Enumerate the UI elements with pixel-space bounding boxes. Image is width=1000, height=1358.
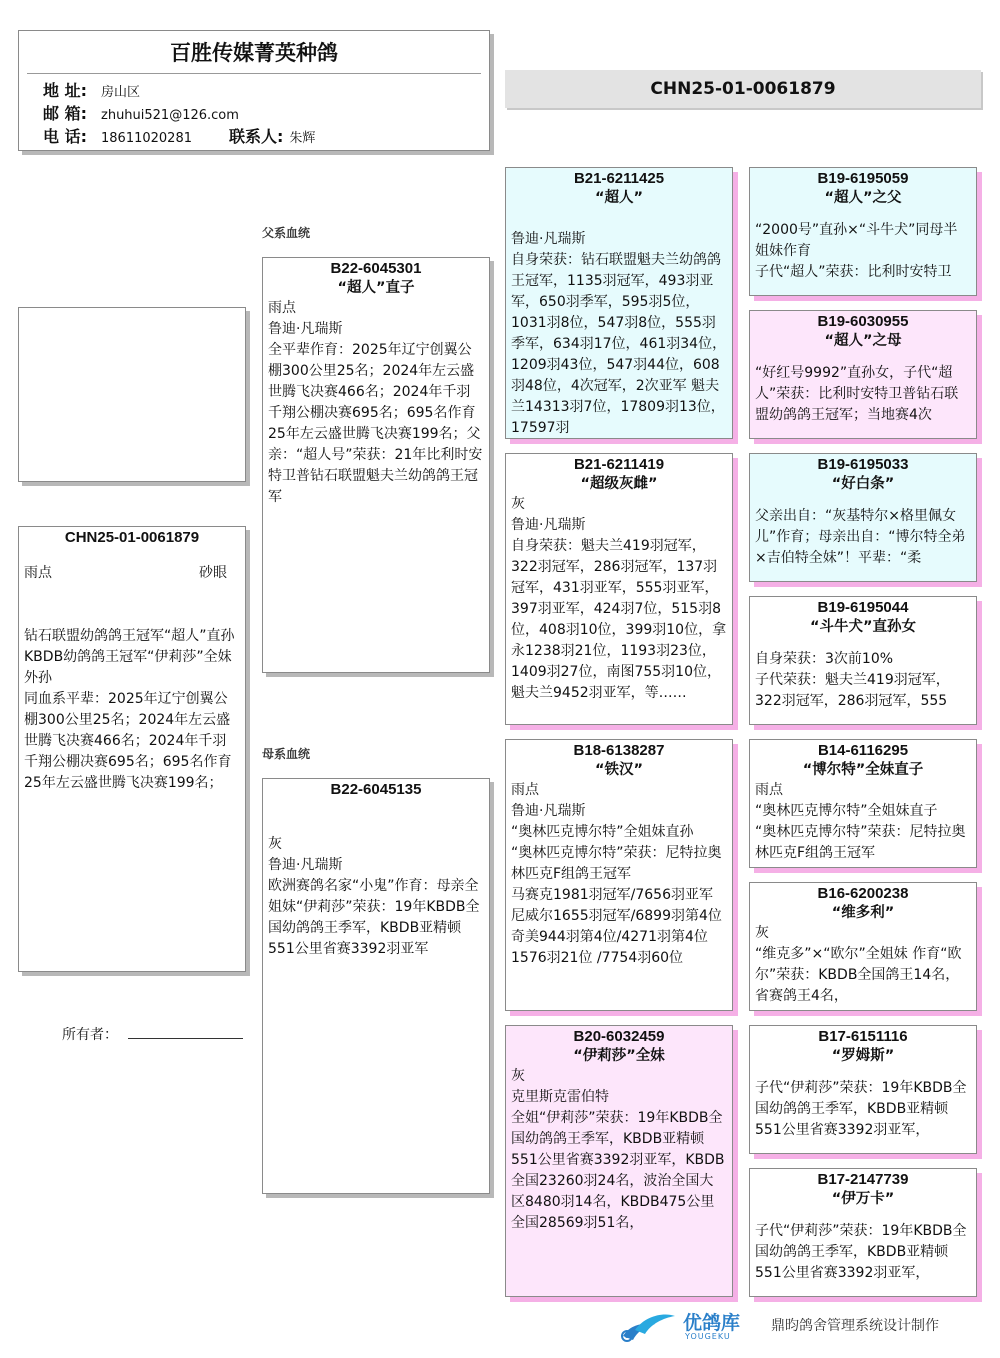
ggp-card-6 [749,882,977,1011]
ggp-description: “维克多”×“欧尔”全姐妹 作育“欧尔”荣获：KBDB全国鸽王14名，省赛鸽王4名， [755,946,962,1004]
brand-name: 优鸽库 [683,1312,741,1334]
gp-line-5: 马赛克1981羽冠军/7656羽亚军 [511,887,713,903]
dam-code: B22-6045135 [330,781,422,798]
subject-note-1: 钻石联盟幼鸽鸽王冠军“超人”直孙 [24,628,235,644]
ggp-name: “博尔特”全妹直子 [802,762,924,778]
ggp-description-2: 子代“超人”荣获：比利时安特卫 [755,264,952,280]
ggp-card-5 [749,739,977,868]
grandsire-dam-card [505,739,733,1011]
dam-strain: 鲁迪·凡瑞斯 [268,857,343,873]
gp-name: “超人” [594,190,644,206]
sire-description: 全平辈作育：2025年辽宁创翼公棚300公里25名；2024年左云盛世腾飞决赛466名；2024年千羽千翔公棚决赛695名；695名作育25年左云盛世腾飞决赛199名；父亲：“超人号”荣获：21年比利时安特卫普钻石联盟魁夫兰幼鸽鸽王冠军 [268,342,483,505]
gp-line-6: 尼威尔1655羽冠军/6899羽第4位 [511,908,722,924]
contact-label: 联系人: [229,127,284,146]
ggp-code: B17-2147739 [817,1171,909,1188]
gp-name: “超级灰雌” [580,476,658,492]
gp-name: “铁汉” [594,762,644,778]
ggp-card-4 [749,596,977,725]
granddam-sire-card [505,453,733,725]
ggp-name: “超人”之母 [824,333,902,349]
dam-description: 欧洲赛鸽名家“小鬼”作育：母亲全姐妹“伊莉莎”荣获：19年KBDB全国幼鸽鸽王季军，KBDB亚精顿551公里省赛3392羽亚军 [268,878,480,957]
grandsire-sire-card [505,167,733,439]
subject-note-2: KBDB幼鸽鸽王冠军“伊莉莎”全妹外孙 [24,649,232,686]
contact-value: 朱辉 [289,131,316,146]
footer-credit: 鼎昀鸽舍管理系统设计制作 [771,1318,939,1334]
ggp-color: 灰 [755,925,769,941]
subject-note-3: 同血系平辈：2025年辽宁创翼公棚300公里25名；2024年左云盛世腾飞决赛466名；2024年千羽千翔公棚决赛695名；695名作育25年左云盛世腾飞决赛199名； [24,691,232,791]
sire-card [262,257,490,673]
gp-name: “伊莉莎”全妹 [573,1048,665,1064]
phone-label: 电 话: [43,127,87,146]
gp-code: B21-6211419 [573,456,665,473]
gp-line-7: 奇美944羽第4位/4271羽第4位 [511,929,708,945]
email-link[interactable]: zhuhui521@126.com [101,108,239,123]
ggp-description: “2000号”直孙×“斗牛犬”同母半姐妹作育 [755,222,958,259]
dam-color: 灰 [268,836,282,852]
sire-line-label: 父系血统 [262,226,311,240]
ggp-code: B19-6195033 [817,456,909,473]
sire-color: 雨点 [268,300,296,316]
ggp-description-2: 子代荣获：魁夫兰419羽冠军，322羽冠军，286羽冠军，555 [755,672,950,709]
gp-line-8: 1576羽21位 /7754羽60位 [511,950,684,966]
ggp-line-2: “奥林匹克博尔特”全姐妹直子 [755,803,938,819]
ggp-color: 雨点 [755,782,783,798]
ggp-card-1 [749,167,977,296]
ggp-line-3: “奥林匹克博尔特”荣获：尼特拉奥林匹克F组鸽王冠军 [755,824,966,861]
ggp-name: “好白条” [831,476,895,492]
ggp-description: 子代“伊莉莎”荣获：19年KBDB全国幼鸽鸽王季军，KBDB亚精顿551公里省赛3392羽亚军， [755,1080,967,1138]
ggp-name: “斗牛犬”直孙女 [809,619,917,635]
subject-eye: 砂眼 [199,565,227,581]
email-label: 邮 箱: [43,104,87,123]
gp-strain: 鲁迪·凡瑞斯 [511,231,586,247]
gp-line-4: “奥林匹克博尔特”荣获：尼特拉奥林匹克F组鸽王冠军 [511,845,722,882]
gp-code: B18-6138287 [573,742,665,759]
gp-description: 全姐“伊莉莎”荣获：19年KBDB全国幼鸽鸽王季军，KBDB亚精顿551公里省赛3392羽亚军，KBDB全国23260羽24名，波治全国大区8480羽14名，KBDB475公里全国28569羽51名， [511,1110,725,1231]
subject-card [18,526,246,972]
ggp-code: B16-6200238 [817,885,909,902]
brand-logo-icon [615,1306,679,1346]
ggp-name: “伊万卡” [831,1191,895,1207]
sire-code: B22-6045301 [330,260,422,277]
ggp-code: B19-6195059 [817,170,909,187]
gp-color: 灰 [511,1068,525,1084]
ggp-code: B19-6030955 [817,313,909,330]
owner-label: 所有者： [62,1027,118,1043]
ggp-description: 自身荣获：3次前10% [755,651,894,667]
ggp-code: B14-6116295 [817,742,909,759]
granddam-dam-card [505,1025,733,1297]
ggp-code: B19-6195044 [817,599,909,616]
sire-name: “超人”直子 [337,280,415,296]
dam-card [262,778,490,1194]
address-label: 地 址: [43,81,87,100]
gp-strain: 克里斯克雷伯特 [511,1089,609,1105]
ggp-card-8 [749,1168,977,1297]
ggp-name: “罗姆斯” [831,1048,895,1064]
gp-code: B21-6211425 [573,170,665,187]
gp-description: 自身荣获：魁夫兰419羽冠军，322羽冠军，286羽冠军，137羽冠军，431羽亚军，555羽亚军，397羽亚军，424羽7位，515羽8位，408羽10位，399羽10位，拿永1238羽21位，1193羽23位，1409羽27位，南图755羽10位，魁夫兰9452羽亚军，等…… [511,538,727,701]
ggp-description: 子代“伊莉莎”荣获：19年KBDB全国幼鸽鸽王季军，KBDB亚精顿551公里省赛3392羽亚军， [755,1223,967,1281]
ggp-name: “维多利” [831,905,895,921]
loft-header [18,30,490,151]
gp-description: 自身荣获：钻石联盟魁夫兰幼鸽鸽王冠军，1135羽冠军，493羽亚军，650羽季军，595羽5位，1031羽8位，547羽8位，555羽季军，634羽17位，461羽34位，1209羽43位，547羽44位，608羽48位，4次冠军，2次亚军 魁夫兰14313羽7位，17809羽13位，17597羽 [511,252,727,436]
subject-code: CHN25-01-0061879 [64,529,200,546]
gp-color: 雨点 [511,782,539,798]
subject-color: 雨点 [24,565,52,581]
phone-value: 18611020281 [101,131,192,146]
gp-strain: 鲁迪·凡瑞斯 [511,803,586,819]
owner-line [62,1022,243,1044]
ggp-card-7 [749,1025,977,1154]
loft-title: 百胜传媒菁英种鸽 [170,41,338,65]
brand-name-en: YOUGEKU [685,1332,731,1341]
owner-field[interactable] [128,1022,243,1039]
ring-banner-code: CHN25-01-0061879 [650,79,836,99]
ggp-description: 父亲出自：“灰基特尔×格里佩女儿”作育；母亲出自：“博尔特全弟×吉伯特全妹”！平辈：“柔 [755,508,966,566]
sire-strain: 鲁迪·凡瑞斯 [268,321,343,337]
gp-code: B20-6032459 [573,1028,665,1045]
gp-line-3: “奥林匹克博尔特”全姐妹直孙 [511,824,694,840]
ggp-name: “超人”之父 [824,190,902,206]
ggp-card-3 [749,453,977,582]
footer [615,1306,985,1346]
gp-color: 灰 [511,496,525,512]
ggp-code: B17-6151116 [818,1028,908,1045]
address-value: 房山区 [101,85,141,100]
ggp-card-2 [749,310,977,439]
photo-frame [18,307,246,482]
dam-line-label: 母系血统 [262,747,311,761]
gp-strain: 鲁迪·凡瑞斯 [511,517,586,533]
ring-banner [505,70,981,108]
ggp-description: “好红号9992”直孙女，子代“超人”荣获：比利时安特卫普钻石联盟幼鸽鸽王冠军；当地赛4次 [755,365,959,423]
